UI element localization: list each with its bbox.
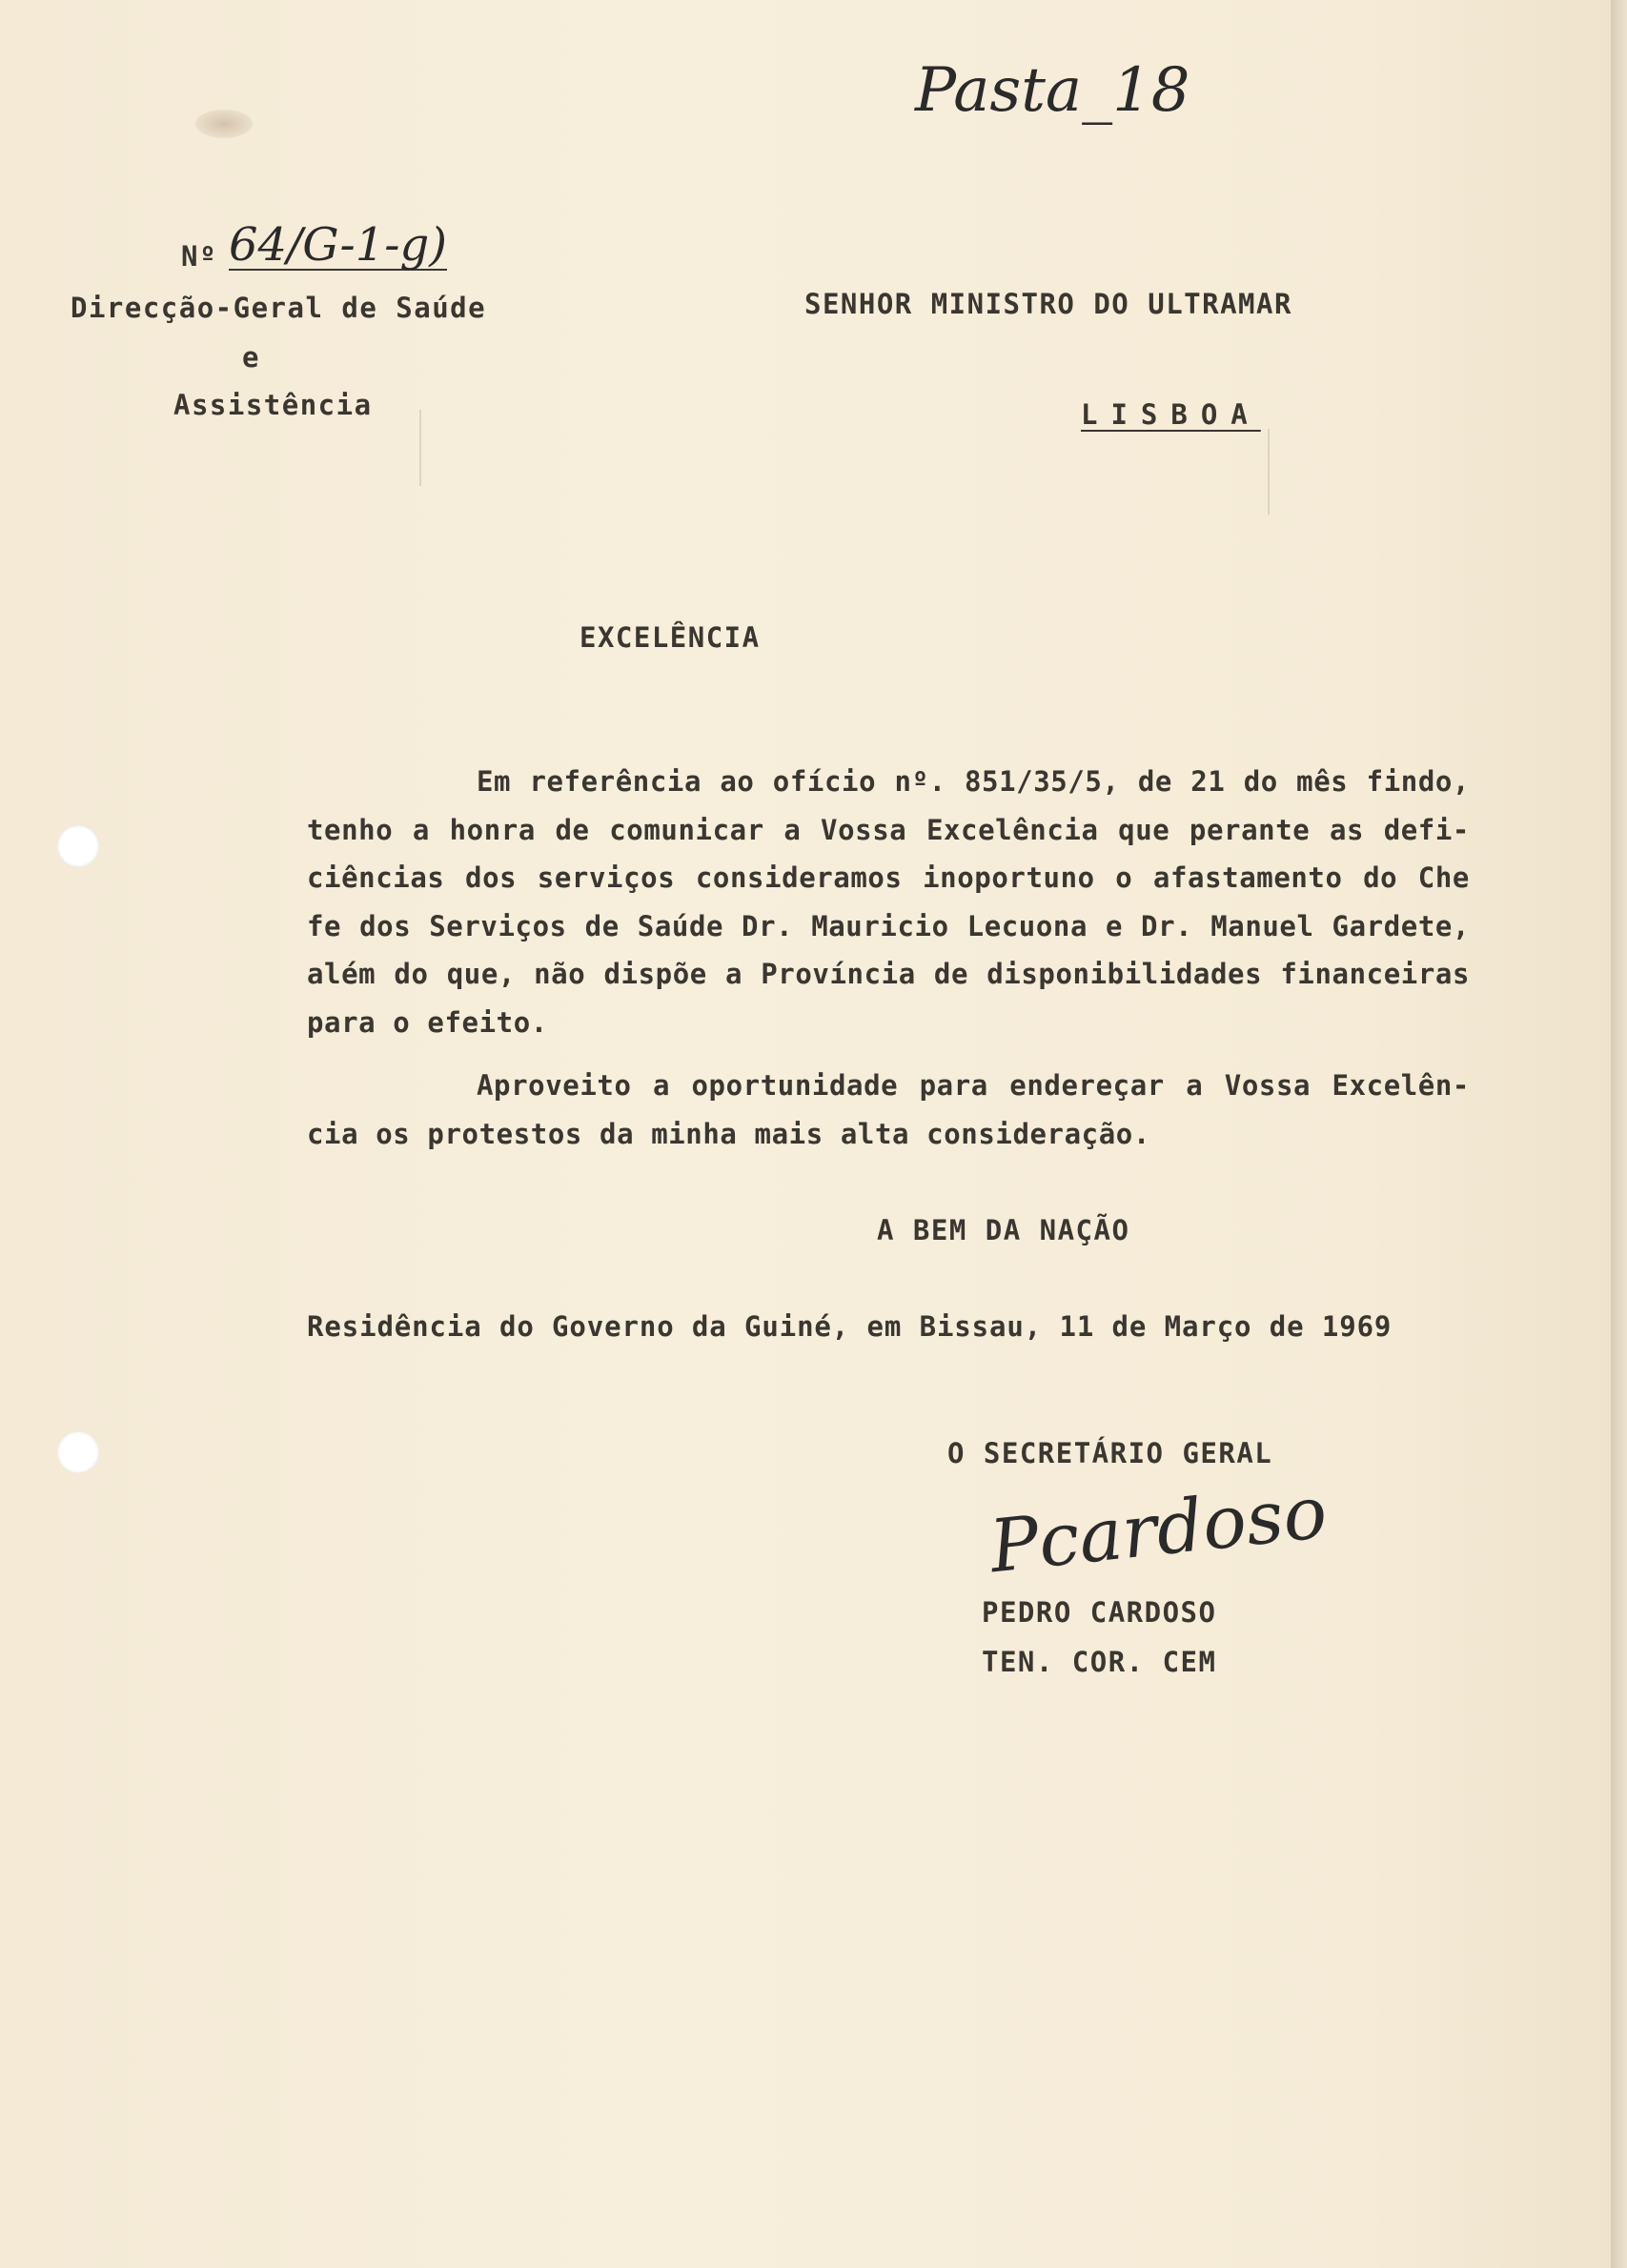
page-edge <box>1611 0 1627 2268</box>
faint-crease-right <box>1268 429 1270 515</box>
signatory-name: PEDRO CARDOSO <box>982 1596 1217 1629</box>
handwritten-signature: Pcardoso <box>986 1468 1332 1590</box>
body-paragraph-2 <box>307 1062 1470 1158</box>
closing-formula: A BEM DA NAÇÃO <box>877 1214 1130 1246</box>
body-line: cia os protestos da minha mais alta consideração. <box>307 1117 1150 1150</box>
stain-mark <box>195 110 253 138</box>
reference-number-handwritten: 64/G-1-g) <box>229 218 447 272</box>
body-line: fe dos Serviços de Saúde Dr. Mauricio Lecuona e Dr. Manuel Gardete, <box>307 909 1470 942</box>
reference-prefix: Nº <box>181 240 217 273</box>
faint-crease-left <box>419 410 421 486</box>
sender-line-1: Direcção-Geral de Saúde <box>71 292 487 324</box>
body-line: tenho a honra de comunicar a Vossa Excelência que perante as defi- <box>307 813 1470 846</box>
signatory-rank: TEN. COR. CEM <box>982 1646 1217 1678</box>
body-line: Aproveito a oportunidade para endereçar a Vossa Excelên- <box>477 1069 1470 1102</box>
body-line: além do que, não dispõe a Província de disponibilidades financeiras <box>307 958 1470 990</box>
handwritten-folder-note: Pasta_18 <box>915 55 1190 126</box>
sender-line-3: Assistência <box>173 389 373 421</box>
place-and-date: Residência do Governo da Guiné, em Bissau, 11 de Março de 1969 <box>307 1310 1393 1343</box>
body-line: Em referência ao ofício nº. 851/35/5, de 21 do mês findo, <box>477 765 1470 798</box>
body-line: para o efeito. <box>307 1005 548 1039</box>
sender-line-2: e <box>242 341 260 374</box>
salutation: EXCELÊNCIA <box>580 621 761 654</box>
signatory-role: O SECRETÁRIO GERAL <box>947 1437 1273 1469</box>
recipient-title: SENHOR MINISTRO DO ULTRAMAR <box>804 288 1292 320</box>
punch-hole-top <box>57 825 99 867</box>
punch-hole-bottom <box>57 1431 99 1473</box>
body-line: ciências dos serviços consideramos inoportuno o afastamento do Che <box>307 861 1470 894</box>
recipient-city: LISBOA <box>1081 398 1261 431</box>
body-paragraph-1 <box>307 758 1470 1046</box>
